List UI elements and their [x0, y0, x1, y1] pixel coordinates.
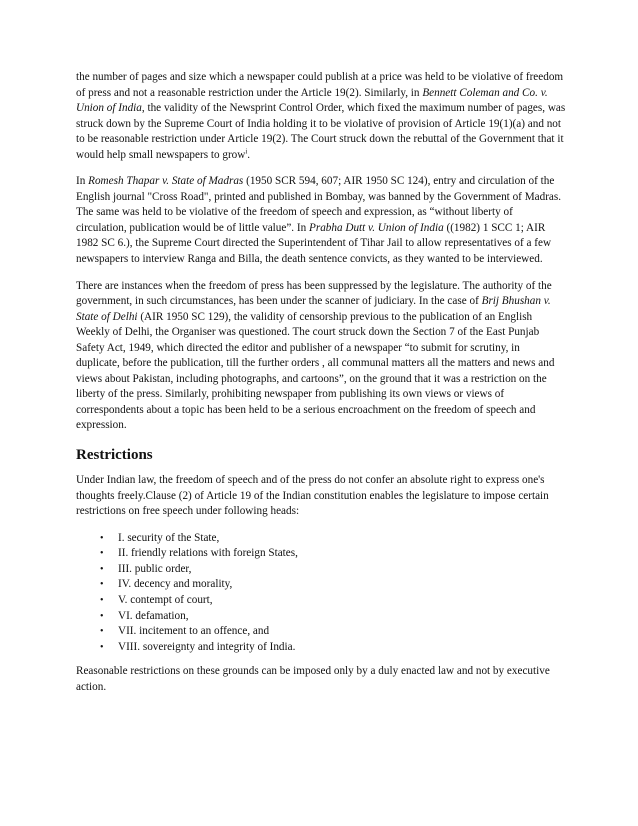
paragraph-romesh-thapar [76, 174, 566, 267]
footnote-marker[interactable]: i [245, 147, 248, 155]
list-item [100, 640, 566, 656]
paragraph-text: . [247, 148, 251, 161]
case-name: Prabha Dutt v. Union of India [309, 221, 444, 234]
list-item [100, 562, 566, 578]
list-item-text: II. friendly relations with foreign States, [118, 547, 298, 560]
paragraph-text: (AIR 1950 SC 129), the validity of censorship previous to the publication of an English Weekly of Delhi, the Organiser was questioned. The court struck down the Section 7 of the East Punjab Safety Act, 1949, which directed the editor and publisher of a newspaper “to submit for scrutiny, in duplicate, before the publication, till the further orders , all communal matters all the matters and news and views about Pakistan, including photographs, and cartoons”, on the ground that it was a restriction on the liberty of the press. Similarly, prohibiting newspaper from publishing its own views or views of correspondents about a topic has been held to be a serious encroachment on the freedom of speech and expression. [76, 310, 555, 432]
list-item [100, 593, 566, 609]
paragraph-text: , the validity of the Newsprint Control Order, which fixed the maximum number of pages, was struck down by the Supreme Court of India holding it to be violative of provision of Article 19(1)(a) and not to be reasonable restriction under Article 19(2). The Court struck down the rebuttal of the Government that it would help small newspapers to grow [76, 102, 566, 161]
paragraph-text: There are instances when the freedom of press has been suppressed by the legislature. The authority of the government, in such circumstances, has been under the scanner of judiciary. In the case of [76, 279, 552, 308]
restriction-heads-list [76, 531, 566, 656]
list-item-text: V. contempt of court, [118, 594, 213, 607]
list-item [100, 624, 566, 640]
paragraph-newsprint [76, 70, 566, 163]
bullet-icon: • [100, 641, 104, 653]
bullet-icon: • [100, 626, 104, 638]
section-heading-restrictions: Restrictions [76, 447, 153, 464]
bullet-icon: • [100, 595, 104, 607]
list-item [100, 577, 566, 593]
paragraph-brij-bhushan [76, 279, 566, 434]
bullet-icon: • [100, 579, 104, 591]
case-name: Bennett Coleman and Co. v. Union of India [76, 86, 548, 115]
list-item-text: VII. incitement to an offence, and [118, 625, 270, 638]
paragraph-text: the number of pages and size which a newspaper could publish at a price was held to be violative of freedom of press and not a reasonable restriction under the Article 19(2). Similarly, in [76, 71, 564, 99]
paragraph-text: ((1982) 1 SCC 1; AIR 1982 SC 6.), the Supreme Court directed the Superintendent of Tihar Jail to allow representatives of a few newspapers to interview Ranga and Billa, the death sentence convicts, as they wanted to be interviewed. [76, 221, 552, 266]
list-item [100, 609, 566, 625]
bullet-icon: • [100, 532, 104, 544]
case-name: Romesh Thapar v. State of Madras [88, 175, 244, 188]
case-name: Brij Bhushan v. State of Delhi [76, 295, 551, 323]
list-item-text: IV. decency and morality, [118, 578, 233, 591]
paragraph-restrictions-intro: Under Indian law, the freedom of speech and of the press do not confer an absolute right to express one's thoughts freely.Clause (2) of Article 19 of the Indian constitution enables the legislature to impose certain restrictions on free speech under following heads: [76, 474, 549, 518]
paragraph-reasonable-restrictions: Reasonable restrictions on these grounds can be imposed only by a duly enacted law and not by executive action. [76, 665, 550, 693]
list-item-text: I. security of the State, [118, 531, 220, 544]
paragraph-text: In [76, 175, 89, 188]
bullet-icon: • [100, 610, 104, 622]
list-item [100, 531, 566, 547]
list-item-text: VI. defamation, [118, 609, 189, 622]
document-page [76, 70, 566, 707]
bullet-icon: • [100, 563, 104, 575]
list-item-text: III. public order, [118, 562, 192, 575]
bullet-icon: • [100, 548, 104, 560]
list-item [100, 546, 566, 562]
paragraph-text: (1950 SCR 594, 607; AIR 1950 SC 124), entry and circulation of the English journal "Cross Road", printed and published in Bombay, was banned by the Government of Madras. The same was held to be violative of the freedom of speech and expression, as “without liberty of circulation, publication would be of little value”. In [76, 175, 562, 234]
list-item-text: VIII. sovereignty and integrity of India. [118, 640, 296, 653]
